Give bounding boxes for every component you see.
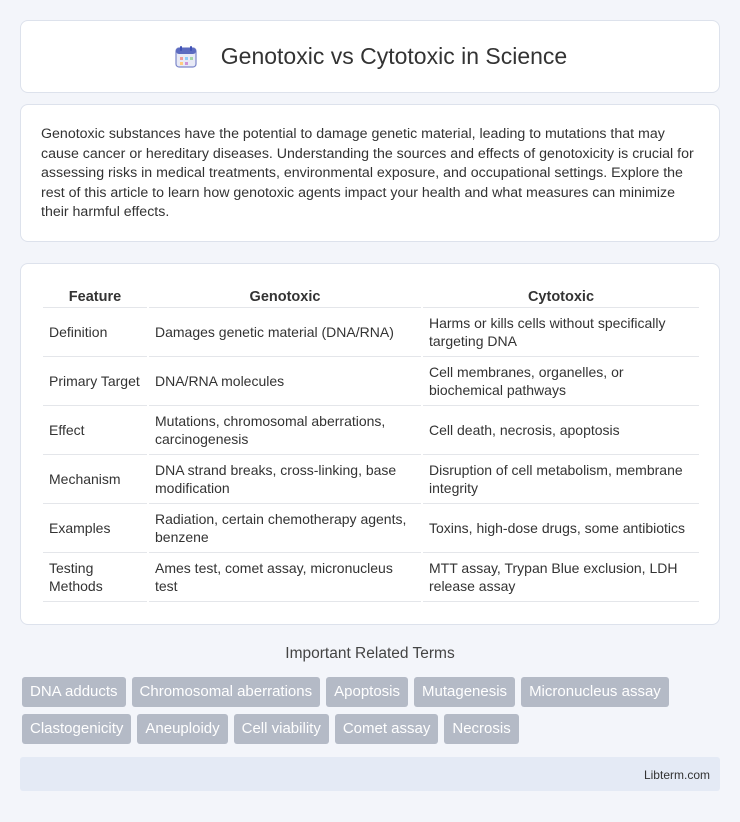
table-cell: Mechanism <box>43 455 147 504</box>
table-cell: MTT assay, Trypan Blue exclusion, LDH release assay <box>423 553 699 602</box>
table-cell: Toxins, high-dose drugs, some antibiotics <box>423 504 699 553</box>
table-row <box>43 357 699 406</box>
table-row <box>43 308 699 357</box>
related-term-tag[interactable]: Chromosomal aberrations <box>132 677 321 707</box>
table-cell: Testing Methods <box>43 553 147 602</box>
table-cell: Damages genetic material (DNA/RNA) <box>149 308 421 357</box>
table-cell: Cell death, necrosis, apoptosis <box>423 406 699 455</box>
table-row <box>43 455 699 504</box>
column-header: Feature <box>43 284 147 308</box>
header-card <box>20 20 720 93</box>
related-term-tag[interactable]: Micronucleus assay <box>521 677 669 707</box>
table-cell: DNA strand breaks, cross-linking, base modification <box>149 455 421 504</box>
table-cell: Cell membranes, organelles, or biochemical pathways <box>423 357 699 406</box>
related-term-tag[interactable]: Cell viability <box>234 714 329 744</box>
related-term-tag[interactable]: Comet assay <box>335 714 439 744</box>
footer <box>20 757 720 791</box>
related-terms-list <box>22 677 722 744</box>
related-term-tag[interactable]: Apoptosis <box>326 677 408 707</box>
table-header-row <box>43 284 699 308</box>
column-header: Cytotoxic <box>423 284 699 308</box>
intro-card <box>20 104 720 242</box>
comparison-table <box>41 284 701 602</box>
table-row <box>43 553 699 602</box>
calendar-icon <box>173 44 199 70</box>
intro-text: Genotoxic substances have the potential to damage genetic material, leading to mutations that may cause cancer or hereditary diseases. Understanding the sources and effects of genotoxicity is crucial for assessing risks in medical treatments, environmental exposure, and occupational settings. Explore the rest of this article to learn how genotoxic agents impact your health and what measures can minimize their harmful effects. <box>41 126 694 221</box>
footer-site-link[interactable]: Libterm.com <box>643 768 710 782</box>
table-cell: DNA/RNA molecules <box>149 357 421 406</box>
related-term-tag[interactable]: Necrosis <box>444 714 518 744</box>
page-title: Genotoxic vs Cytotoxic in Science <box>220 43 568 69</box>
table-row <box>43 504 699 553</box>
table-cell: Radiation, certain chemotherapy agents, benzene <box>149 504 421 553</box>
table-row <box>43 406 699 455</box>
table-cell: Harms or kills cells without specifically targeting DNA <box>423 308 699 357</box>
table-cell: Disruption of cell metabolism, membrane integrity <box>423 455 699 504</box>
related-term-tag[interactable]: Aneuploidy <box>137 714 227 744</box>
related-term-tag[interactable]: DNA adducts <box>22 677 126 707</box>
related-terms-title: Important Related Terms <box>285 645 455 662</box>
table-cell: Mutations, chromosomal aberrations, carcinogenesis <box>149 406 421 455</box>
table-cell: Definition <box>43 308 147 357</box>
column-header: Genotoxic <box>149 284 421 308</box>
related-term-tag[interactable]: Clastogenicity <box>22 714 131 744</box>
comparison-table-card <box>20 263 720 625</box>
related-term-tag[interactable]: Mutagenesis <box>414 677 515 707</box>
table-cell: Ames test, comet assay, micronucleus test <box>149 553 421 602</box>
table-cell: Primary Target <box>43 357 147 406</box>
table-cell: Effect <box>43 406 147 455</box>
table-cell: Examples <box>43 504 147 553</box>
